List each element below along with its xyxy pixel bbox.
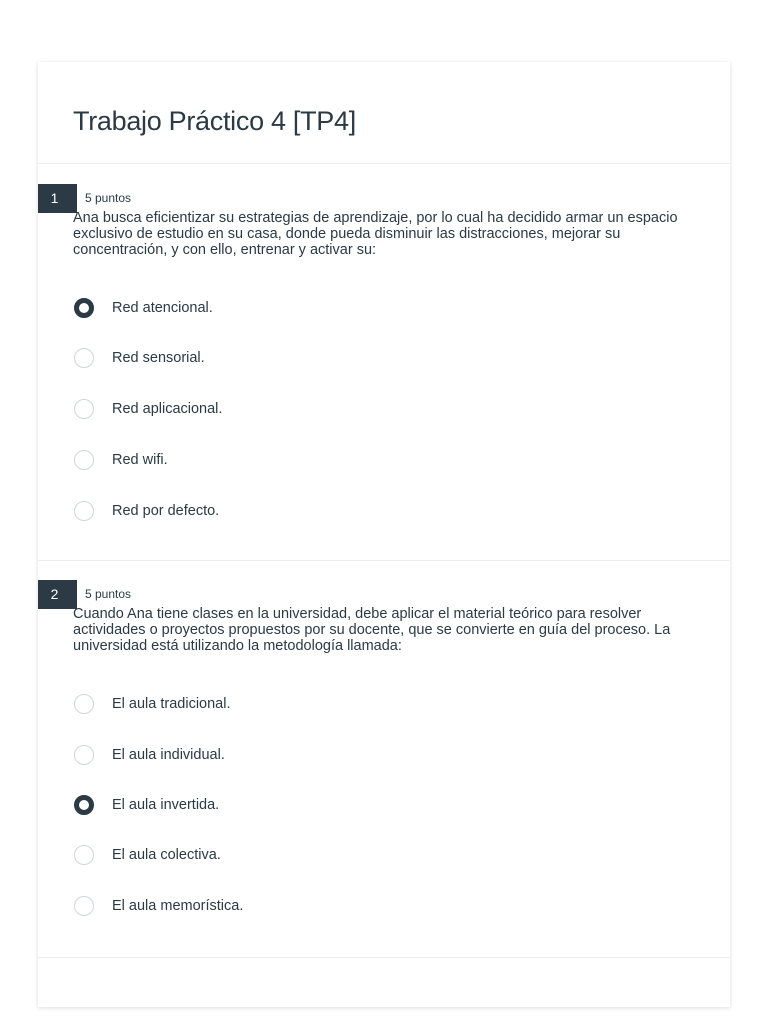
option-red-por-defecto[interactable] — [73, 499, 673, 523]
question-text: Cuando Ana tiene clases en la universidad, debe aplicar el material teórico para resolver actividades o proyectos propuestos por su docente, que se convierte en guía del proceso. La universidad está utilizando la metodología llamada: — [73, 606, 671, 654]
question-text: Ana busca eficientizar su estrategias de aprendizaje, por lo cual ha decidido armar un espacio exclusivo de estudio en su casa, donde pueda disminuir las distracciones, mejorar su concentración, y con ello, entrenar y activar su: — [73, 210, 678, 258]
form-card — [38, 62, 730, 1007]
question-divider — [38, 957, 730, 958]
radio-button[interactable] — [74, 745, 94, 765]
radio-button[interactable] — [74, 348, 94, 368]
option-red-atencional[interactable] — [73, 296, 673, 320]
option-label: El aula colectiva. — [112, 847, 221, 863]
option-label: El aula invertida. — [112, 797, 220, 813]
question-number: 2 — [38, 580, 77, 609]
option-label: Red por defecto. — [112, 503, 220, 519]
title-divider — [38, 163, 730, 164]
option-red-aplicacional[interactable] — [73, 397, 673, 421]
option-aula-memoristica[interactable] — [73, 894, 673, 918]
radio-button[interactable] — [74, 399, 94, 419]
radio-button[interactable] — [74, 694, 94, 714]
option-label: El aula individual. — [112, 747, 225, 763]
radio-button[interactable] — [74, 450, 94, 470]
option-label: Red sensorial. — [112, 350, 205, 366]
option-label: Red wifi. — [112, 452, 168, 468]
option-aula-tradicional[interactable] — [73, 692, 673, 716]
question-number: 1 — [38, 184, 77, 213]
option-label: Red atencional. — [112, 300, 213, 316]
option-aula-colectiva[interactable] — [73, 843, 673, 867]
option-red-sensorial[interactable] — [73, 346, 673, 370]
option-label: El aula memorística. — [112, 898, 244, 914]
radio-button[interactable] — [74, 795, 94, 815]
option-label: El aula tradicional. — [112, 696, 231, 712]
question-points: 5 puntos — [85, 587, 132, 601]
radio-button[interactable] — [74, 298, 94, 318]
option-aula-invertida[interactable] — [73, 793, 673, 817]
option-label: Red aplicacional. — [112, 401, 223, 417]
radio-button[interactable] — [74, 845, 94, 865]
form-title: Trabajo Práctico 4 [TP4] — [73, 106, 356, 136]
question-divider — [38, 560, 730, 561]
radio-button[interactable] — [74, 501, 94, 521]
option-red-wifi[interactable] — [73, 448, 673, 472]
option-aula-individual[interactable] — [73, 743, 673, 767]
question-points: 5 puntos — [85, 191, 132, 205]
radio-button[interactable] — [74, 896, 94, 916]
